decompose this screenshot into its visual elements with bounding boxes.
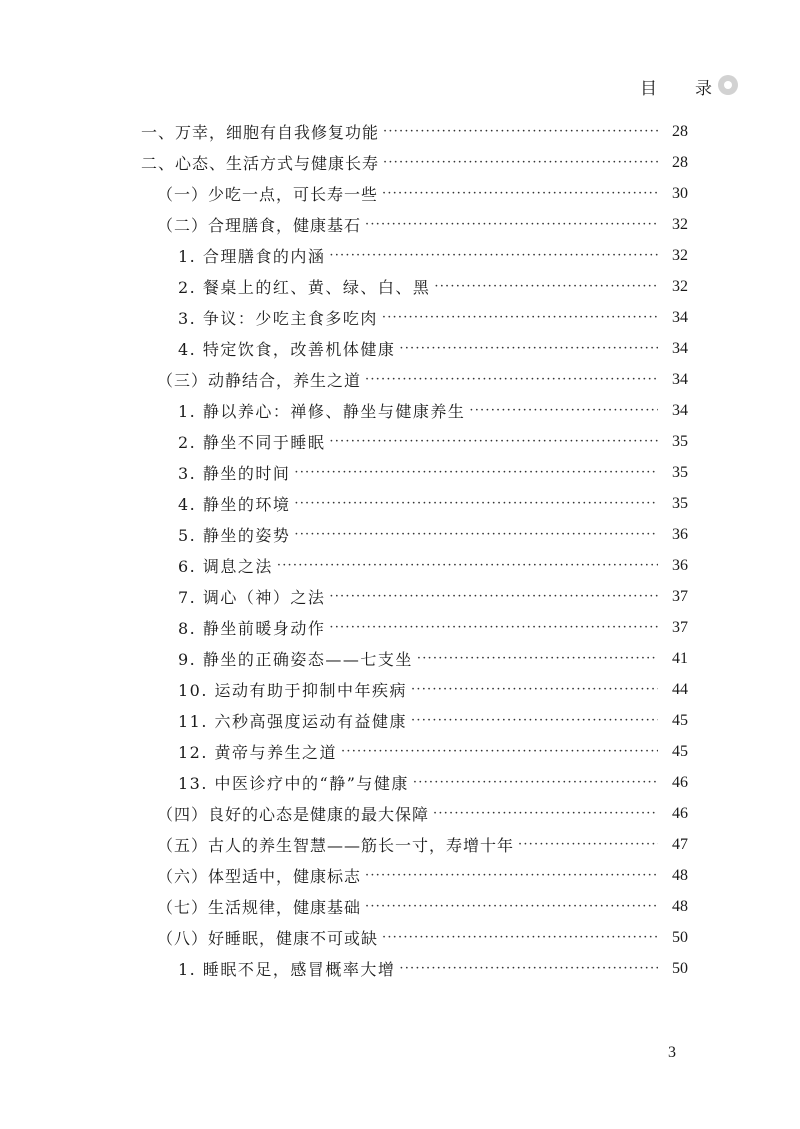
page-number: 3 [668,1044,676,1061]
toc-entry-page: 41 [672,649,688,667]
toc-entry-page: 35 [672,432,688,450]
toc-entry-title: 1. 静以养心：禅修、静坐与健康养生 [178,402,466,421]
toc-entry-page: 32 [672,215,688,233]
toc-entry-title: 9. 静坐的正确姿态——七支坐 [178,650,413,669]
toc-entry-page: 44 [672,680,688,698]
toc-entry-title: 8. 静坐前暖身动作 [178,619,326,638]
toc-leader-dots [365,869,658,882]
toc-entry-page: 50 [672,959,688,977]
toc-leader-dots [518,838,658,851]
toc-leader-dots [382,931,658,944]
toc-entry[interactable] [178,767,688,798]
toc-entry[interactable] [178,426,688,457]
toc-entry-title: 1. 睡眠不足，感冒概率大增 [178,960,396,979]
toc-entry-page: 34 [672,339,688,357]
toc-leader-dots [399,342,658,355]
toc-leader-dots [399,962,658,975]
toc-entry[interactable] [178,705,688,736]
toc-entry-page: 37 [672,618,688,636]
toc-entry[interactable] [157,209,688,240]
toc-entry-title: 6. 调息之法 [178,557,273,576]
toc-leader-dots [433,807,658,820]
toc-entry-page: 46 [672,773,688,791]
toc-entry-title: 一、万幸，细胞有自我修复功能 [141,123,380,142]
toc-leader-dots [434,280,658,293]
toc-leader-dots [417,652,658,665]
toc-entry-page: 34 [672,308,688,326]
toc-entry-page: 47 [672,835,688,853]
toc-entry[interactable] [178,550,688,581]
toc-leader-dots [294,528,658,541]
toc-entry-page: 37 [672,587,688,605]
toc-entry[interactable] [157,860,688,891]
toc-entry[interactable] [178,519,688,550]
toc-leader-dots [383,125,658,138]
toc-entry-page: 35 [672,463,688,481]
toc-leader-dots [277,559,658,572]
toc-leader-dots [341,745,658,758]
toc-entry-title: 1. 合理膳食的内涵 [178,247,326,266]
toc-entry-page: 35 [672,494,688,512]
toc-entry-title: 4. 静坐的环境 [178,495,291,514]
toc-leader-dots [329,621,658,634]
toc-entry[interactable] [178,736,688,767]
toc-entry-page: 45 [672,742,688,760]
toc-entry[interactable] [178,302,688,333]
toc-entry[interactable] [178,333,688,364]
toc-entry-title: 11. 六秒高强度运动有益健康 [178,712,408,731]
toc-entry[interactable] [178,612,688,643]
toc-leader-dots [382,311,658,324]
toc-entry[interactable] [157,922,688,953]
toc-leader-dots [411,714,658,727]
toc-entry-title: （五）古人的养生智慧——筋长一寸，寿增十年 [157,836,515,855]
toc-leader-dots [365,900,658,913]
toc-leader-dots [365,218,658,231]
toc-entry-page: 30 [672,184,688,202]
toc-entry[interactable] [178,643,688,674]
toc-leader-dots [365,373,658,386]
toc-entry-title: （四）良好的心态是健康的最大保障 [157,805,430,824]
toc-entry[interactable] [178,271,688,302]
toc-entry[interactable] [178,240,688,271]
toc-leader-dots [469,404,658,417]
toc-entry[interactable] [141,116,688,147]
toc-entry-title: （二）合理膳食，健康基石 [157,216,362,235]
toc-entry[interactable] [157,364,688,395]
toc-entry[interactable] [178,457,688,488]
toc-leader-dots [383,156,658,169]
header-label-lu: 录 [695,79,712,99]
toc-entry-title: （一）少吃一点，可长寿一些 [157,185,379,204]
toc-entry-title: 3. 争议：少吃主食多吃肉 [178,309,378,328]
toc-entry[interactable] [157,178,688,209]
toc-entry-title: 12. 黄帝与养生之道 [178,743,338,762]
toc-entry[interactable] [178,488,688,519]
toc-leader-dots [413,776,658,789]
toc-entry-title: （七）生活规律，健康基础 [157,898,362,917]
toc-entry-title: 10. 运动有助于抑制中年疾病 [178,681,408,700]
toc-entry[interactable] [157,891,688,922]
toc-entry[interactable] [178,395,688,426]
toc-entry-page: 50 [672,928,688,946]
toc-leader-dots [294,466,658,479]
toc-entry-title: （六）体型适中，健康标志 [157,867,362,886]
toc-entry-page: 45 [672,711,688,729]
toc-entry-page: 36 [672,556,688,574]
toc-leader-dots [329,435,658,448]
toc-entry-title: 2. 餐桌上的红、黄、绿、白、黑 [178,278,431,297]
toc-leader-dots [411,683,658,696]
toc-entry-page: 34 [672,401,688,419]
toc-entry-page: 32 [672,246,688,264]
toc-leader-dots [329,590,658,603]
toc-entry-title: 二、心态、生活方式与健康长寿 [141,154,380,173]
toc-entry[interactable] [178,674,688,705]
toc-entry[interactable] [157,829,688,860]
toc-entry-title: （三）动静结合，养生之道 [157,371,362,390]
toc-entry[interactable] [178,953,688,984]
toc-leader-dots [294,497,658,510]
toc-entry[interactable] [178,581,688,612]
toc-entry-page: 28 [672,122,688,140]
toc-entry-page: 36 [672,525,688,543]
toc-entry-page: 48 [672,866,688,884]
toc-entry-page: 28 [672,153,688,171]
toc-entry[interactable] [141,147,688,178]
running-header [640,74,712,99]
toc-leader-dots [329,249,658,262]
toc-entry-page: 46 [672,804,688,822]
toc-entry-title: （八）好睡眠，健康不可或缺 [157,929,379,948]
toc-entry-page: 34 [672,370,688,388]
toc-entry-title: 4. 特定饮食，改善机体健康 [178,340,396,359]
toc-leader-dots [382,187,658,200]
toc-entry[interactable] [157,798,688,829]
toc-entry-page: 48 [672,897,688,915]
header-label-mu: 目 [640,79,657,99]
toc-entry-title: 2. 静坐不同于睡眠 [178,433,326,452]
toc-entry-title: 7. 调心（神）之法 [178,588,326,607]
toc-entry-page: 32 [672,277,688,295]
header-circle-icon [718,75,738,95]
toc-entry-title: 5. 静坐的姿势 [178,526,291,545]
toc-entry-title: 13. 中医诊疗中的“静”与健康 [178,774,409,793]
toc-entry-title: 3. 静坐的时间 [178,464,291,483]
